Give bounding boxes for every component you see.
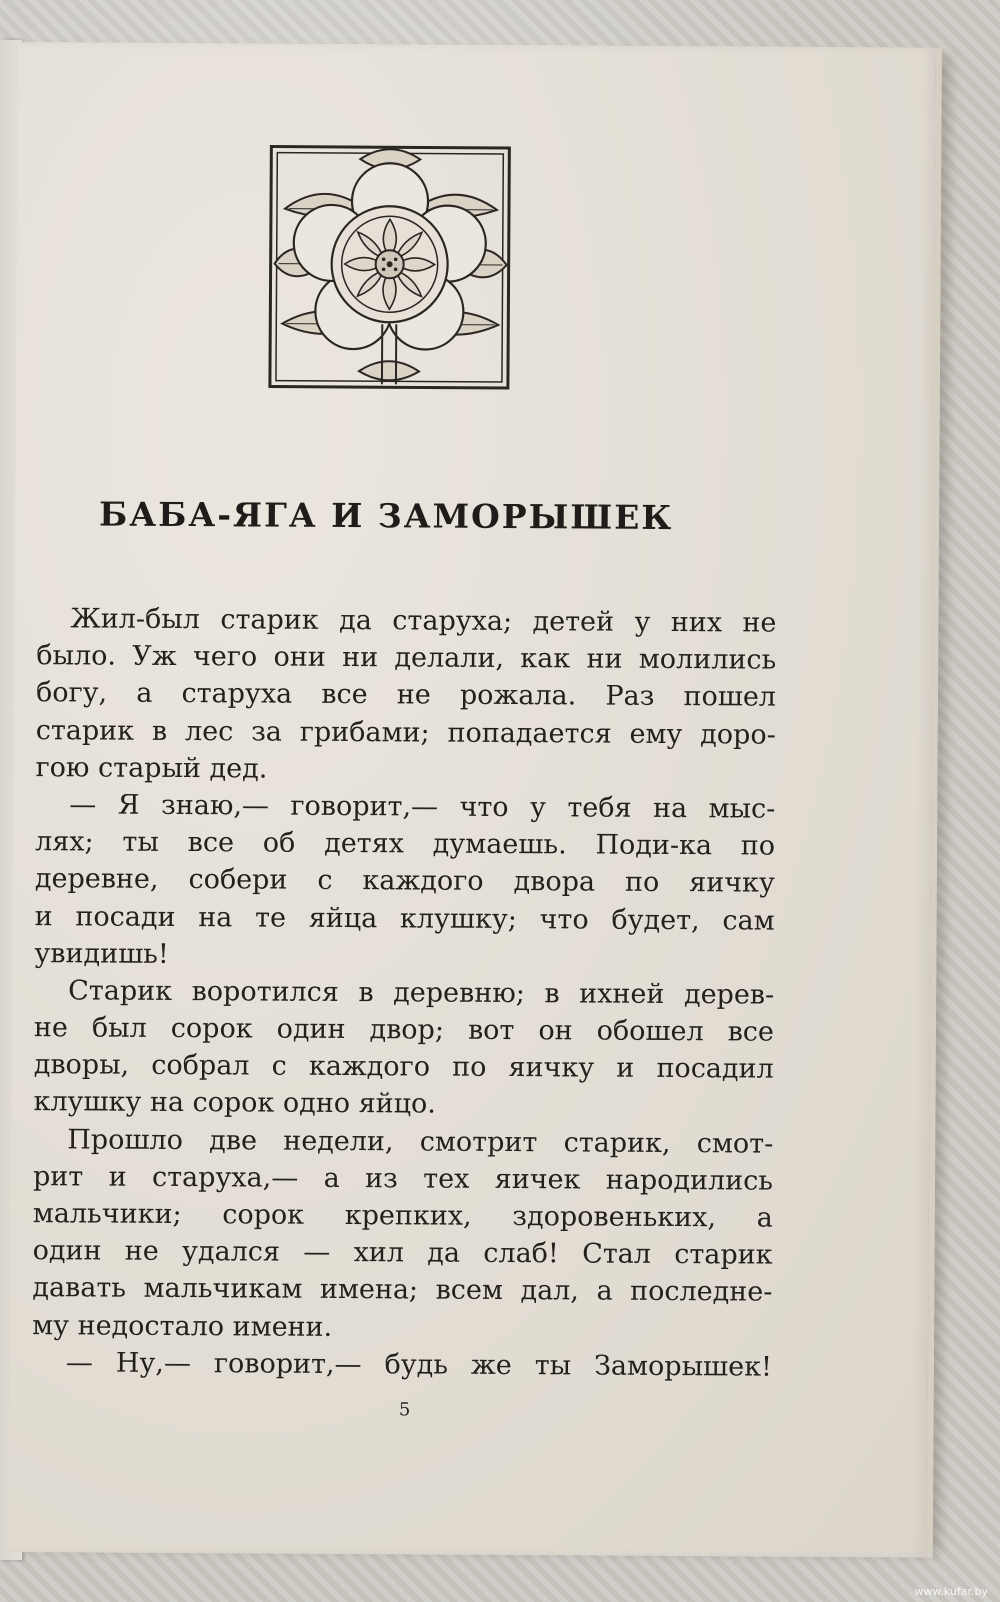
text-line: лях; ты все об детях думаешь. Поди-ка по (35, 826, 776, 862)
text-line: один не удался — хил да слаб! Стал старик (32, 1235, 773, 1271)
text-line: Жил-был старик да старуха; детей у них не (70, 603, 777, 639)
text-line: богу, а старуха все не рожала. Раз пошел (35, 677, 777, 714)
text-line: мальчики; сорок крепких, здоровеньких, а (32, 1198, 773, 1234)
text-line: было. Уж чего они ни делали, как ни молились (36, 640, 777, 676)
page-number: 5 (398, 1399, 411, 1421)
book-page (9, 42, 942, 1558)
floral-ornament-icon (264, 139, 516, 396)
text-line: деревне, собери с каждого двора по яичку (34, 863, 775, 899)
story-title: БАБА-ЯГА И ЗАМОРЫШЕК (98, 494, 674, 538)
text-line: — Ну,— говорит,— будь же ты Заморышек! (65, 1347, 773, 1383)
text-line: давать мальчикам имена; всем дал, а последне- (32, 1272, 773, 1309)
text-line: — Я знаю,— говорит,— что у тебя на мыс- (69, 789, 776, 825)
text-line: не был сорок один двор; вот он обошел все (33, 1012, 775, 1048)
text-line: старик в лес за грибами; попадается ему доро- (35, 714, 776, 751)
text-line: Старик воротился в деревню; в ихней дерев- (68, 975, 775, 1011)
text-line: дворы, собрал с каждого по яичку и посадил (33, 1049, 774, 1085)
text-line: увидишь! (34, 937, 169, 970)
text-line: гою старый дед. (35, 751, 268, 785)
watermark: www.kufar.by (914, 1585, 988, 1598)
text-line: клушку на сорок одно яйцо. (33, 1086, 436, 1121)
text-line: Прошло две недели, смотрит старик, смот- (67, 1123, 774, 1160)
story-text (32, 600, 777, 1385)
text-line: му недостало имени. (32, 1309, 333, 1343)
text-line: и посади на те яйца клушку; что будет, сам (34, 900, 775, 937)
text-line: рит и старуха,— а из тех яичек народились (32, 1160, 774, 1197)
